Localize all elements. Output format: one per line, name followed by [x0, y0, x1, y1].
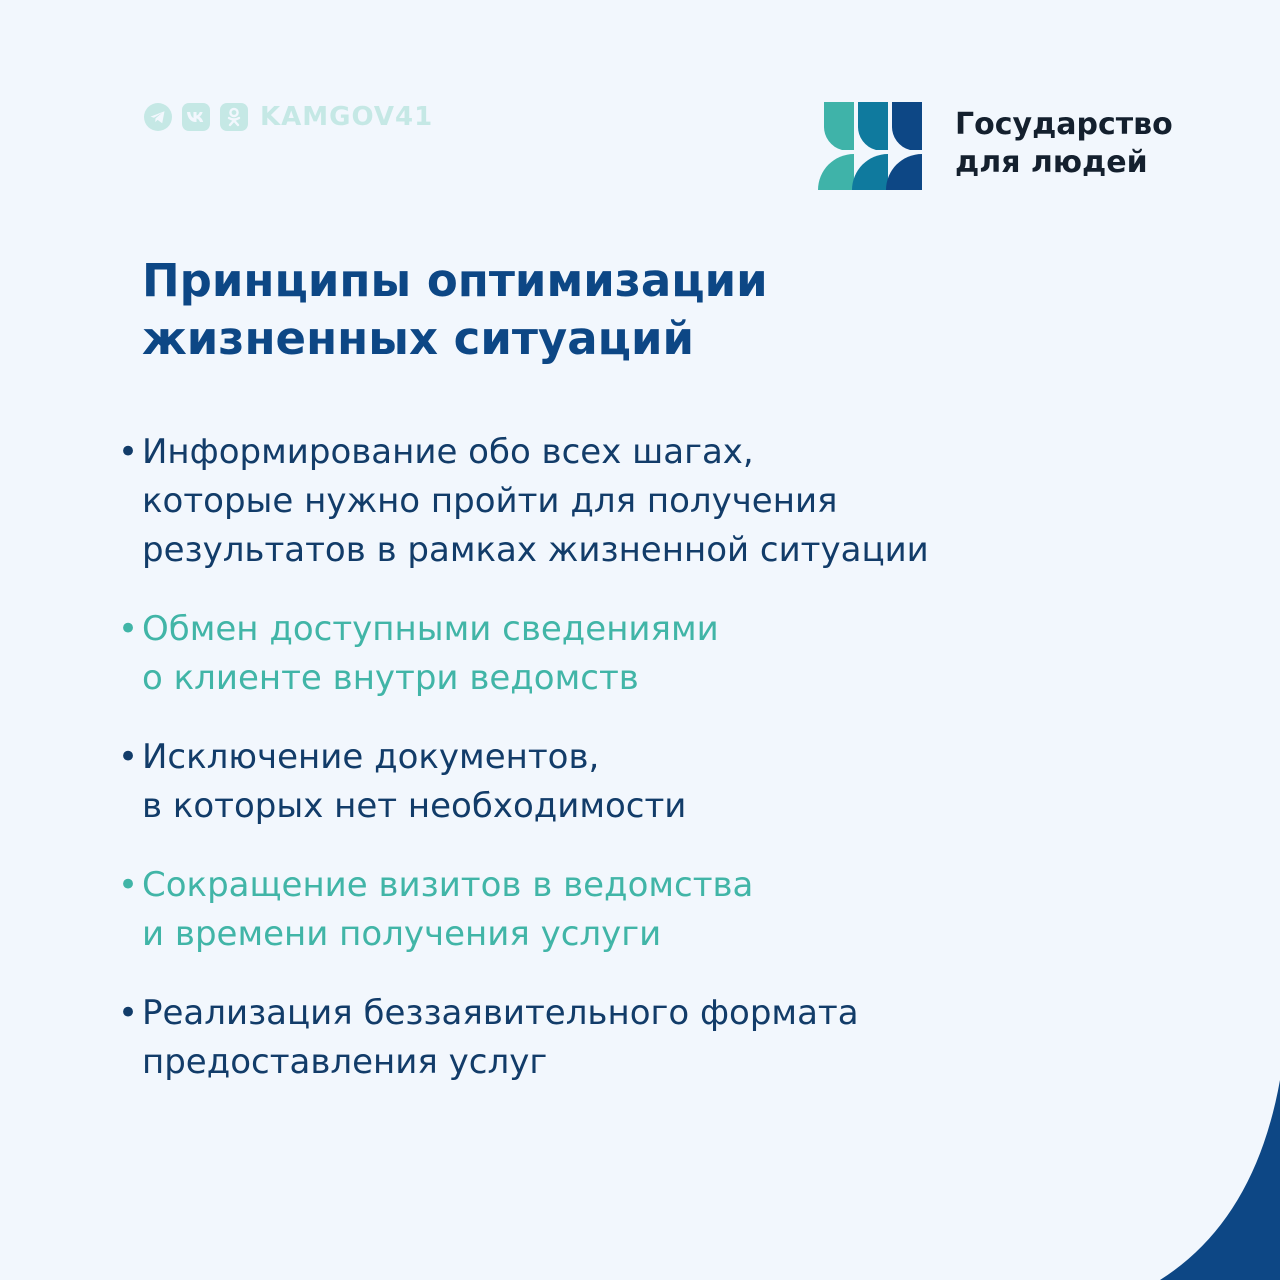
gosudarstvo-logo-icon: [818, 102, 924, 190]
list-item: [116, 861, 929, 959]
bullet-marker: •: [118, 865, 139, 905]
title-line-2: жизненных ситуаций: [142, 312, 695, 365]
item-text-line: и времени получения услуги: [142, 914, 662, 954]
item-text-line: Обмен доступными сведениями: [142, 609, 719, 649]
title-line-1: Принципы оптимизации: [142, 254, 768, 307]
social-handle[interactable]: KAMGOV41: [260, 102, 434, 132]
logo-text: [955, 106, 1173, 182]
logo-line-1: Государство: [955, 107, 1173, 142]
page-title: [142, 252, 768, 368]
item-text-line: предоставления услуг: [142, 1042, 548, 1082]
list-item: [116, 733, 929, 831]
principles-list: [116, 428, 929, 1117]
odnoklassniki-icon[interactable]: [220, 103, 248, 131]
item-text-line: в которых нет необходимости: [142, 786, 687, 826]
bullet-marker: •: [118, 609, 139, 649]
list-item: [116, 605, 929, 703]
item-text-line: результатов в рамках жизненной ситуации: [142, 530, 929, 570]
vk-icon[interactable]: [182, 103, 210, 131]
bullet-marker: •: [118, 993, 139, 1033]
social-links: [144, 102, 433, 132]
item-text-line: которые нужно пройти для получения: [142, 481, 838, 521]
item-text-line: Сокращение визитов в ведомства: [142, 865, 754, 905]
logo-line-2: для людей: [955, 145, 1148, 180]
list-item: [116, 428, 929, 575]
item-text-line: Исключение документов,: [142, 737, 600, 777]
list-item: [116, 989, 929, 1087]
corner-decoration: [1160, 1080, 1280, 1280]
bullet-marker: •: [118, 432, 139, 472]
item-text-line: Информирование обо всех шагах,: [142, 432, 754, 472]
telegram-icon[interactable]: [144, 103, 172, 131]
bullet-marker: •: [118, 737, 139, 777]
item-text-line: о клиенте внутри ведомств: [142, 658, 639, 698]
item-text-line: Реализация беззаявительного формата: [142, 993, 859, 1033]
